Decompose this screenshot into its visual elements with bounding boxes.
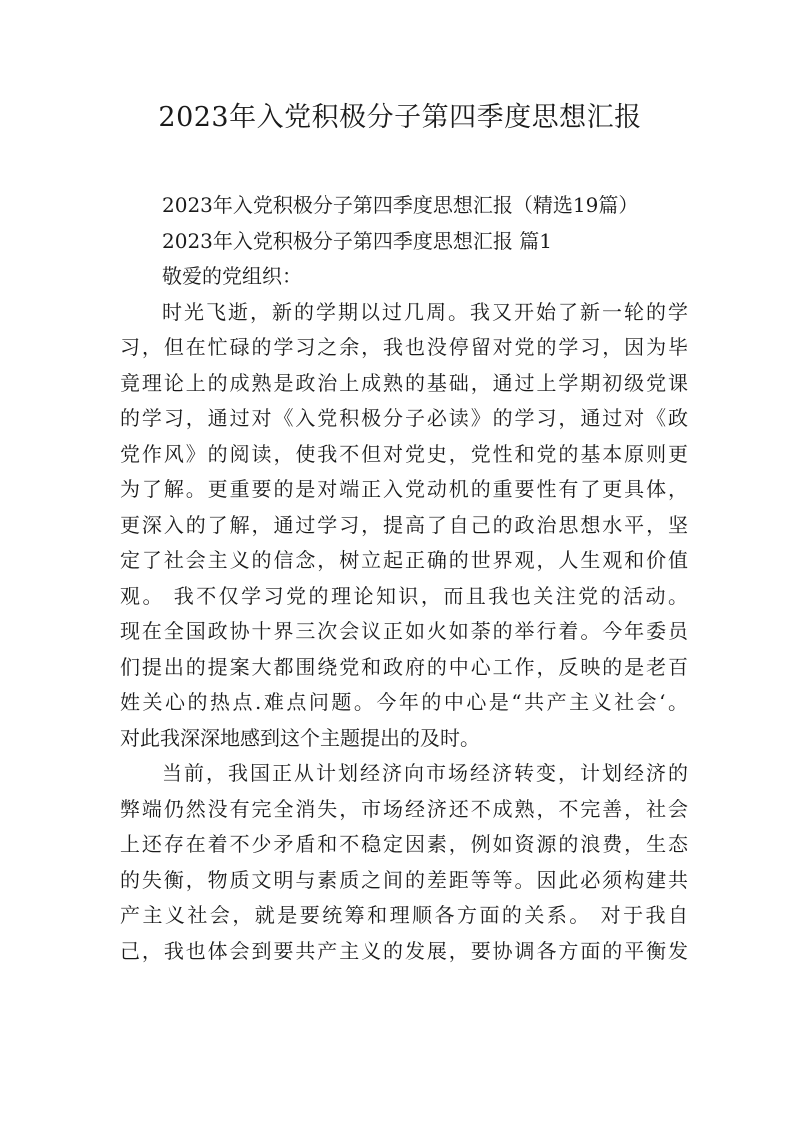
- body-line: 弊端仍然没有完全消失，市场经济还不成熟，不完善，社会: [120, 796, 688, 821]
- body-line: 习，但在忙碌的学习之余，我也没停留对党的学习，因为毕: [120, 335, 688, 359]
- body-line: 上还存在着不少矛盾和不稳定因素，例如资源的浪费，生态: [120, 832, 688, 856]
- body-line: 姓关心的热点.难点问题。今年的中心是“共产主义社会‘。: [120, 690, 688, 714]
- body-line: 观。 我不仅学习党的理论知识，而且我也关注党的活动。: [120, 583, 688, 608]
- body-line: 敬爱的党组织：: [162, 264, 302, 288]
- body-line: 定了社会主义的信念，树立起正确的世界观，人生观和价值: [120, 548, 688, 572]
- body-line: 的失衡，物质文明与素质之间的差距等等。因此必须构建共: [120, 867, 688, 892]
- body-line: 为了解。更重要的是对端正入党动机的重要性有了更具体，: [120, 477, 688, 501]
- document-body: [120, 188, 688, 969]
- body-line: 当前，我国正从计划经济向市场经济转变，计划经济的: [162, 761, 688, 785]
- body-line: 们提出的提案大都围绕党和政府的中心工作，反映的是老百: [120, 654, 688, 679]
- body-line: 2023年入党积极分子第四季度思想汇报 篇1: [162, 228, 552, 253]
- body-line: 党作风》的阅读，使我不但对党史，党性和党的基本原则更: [120, 441, 688, 466]
- body-line: 己，我也体会到要共产主义的发展，要协调各方面的平衡发: [120, 938, 688, 963]
- body-line: 对此我深深地感到这个主题提出的及时。: [120, 725, 480, 750]
- body-line: 更深入的了解，通过学习，提高了自己的政治思想水平，坚: [120, 512, 688, 537]
- document-title: 2023年入党积极分子第四季度思想汇报: [158, 102, 642, 133]
- body-line: 竟理论上的成熟是政治上成熟的基础，通过上学期初级党课: [120, 370, 688, 395]
- body-line: 现在全国政协十界三次会议正如火如荼的举行着。今年委员: [120, 619, 688, 643]
- body-line: 的学习，通过对《入党积极分子必读》的学习，通过对《政: [120, 406, 688, 430]
- body-line: 时光飞逝，新的学期以过几周。我又开始了新一轮的学: [162, 299, 688, 324]
- body-line: 产主义社会，就是要统筹和理顺各方面的关系。 对于我自: [120, 903, 688, 927]
- body-line: 2023年入党积极分子第四季度思想汇报（精选19篇）: [162, 193, 639, 217]
